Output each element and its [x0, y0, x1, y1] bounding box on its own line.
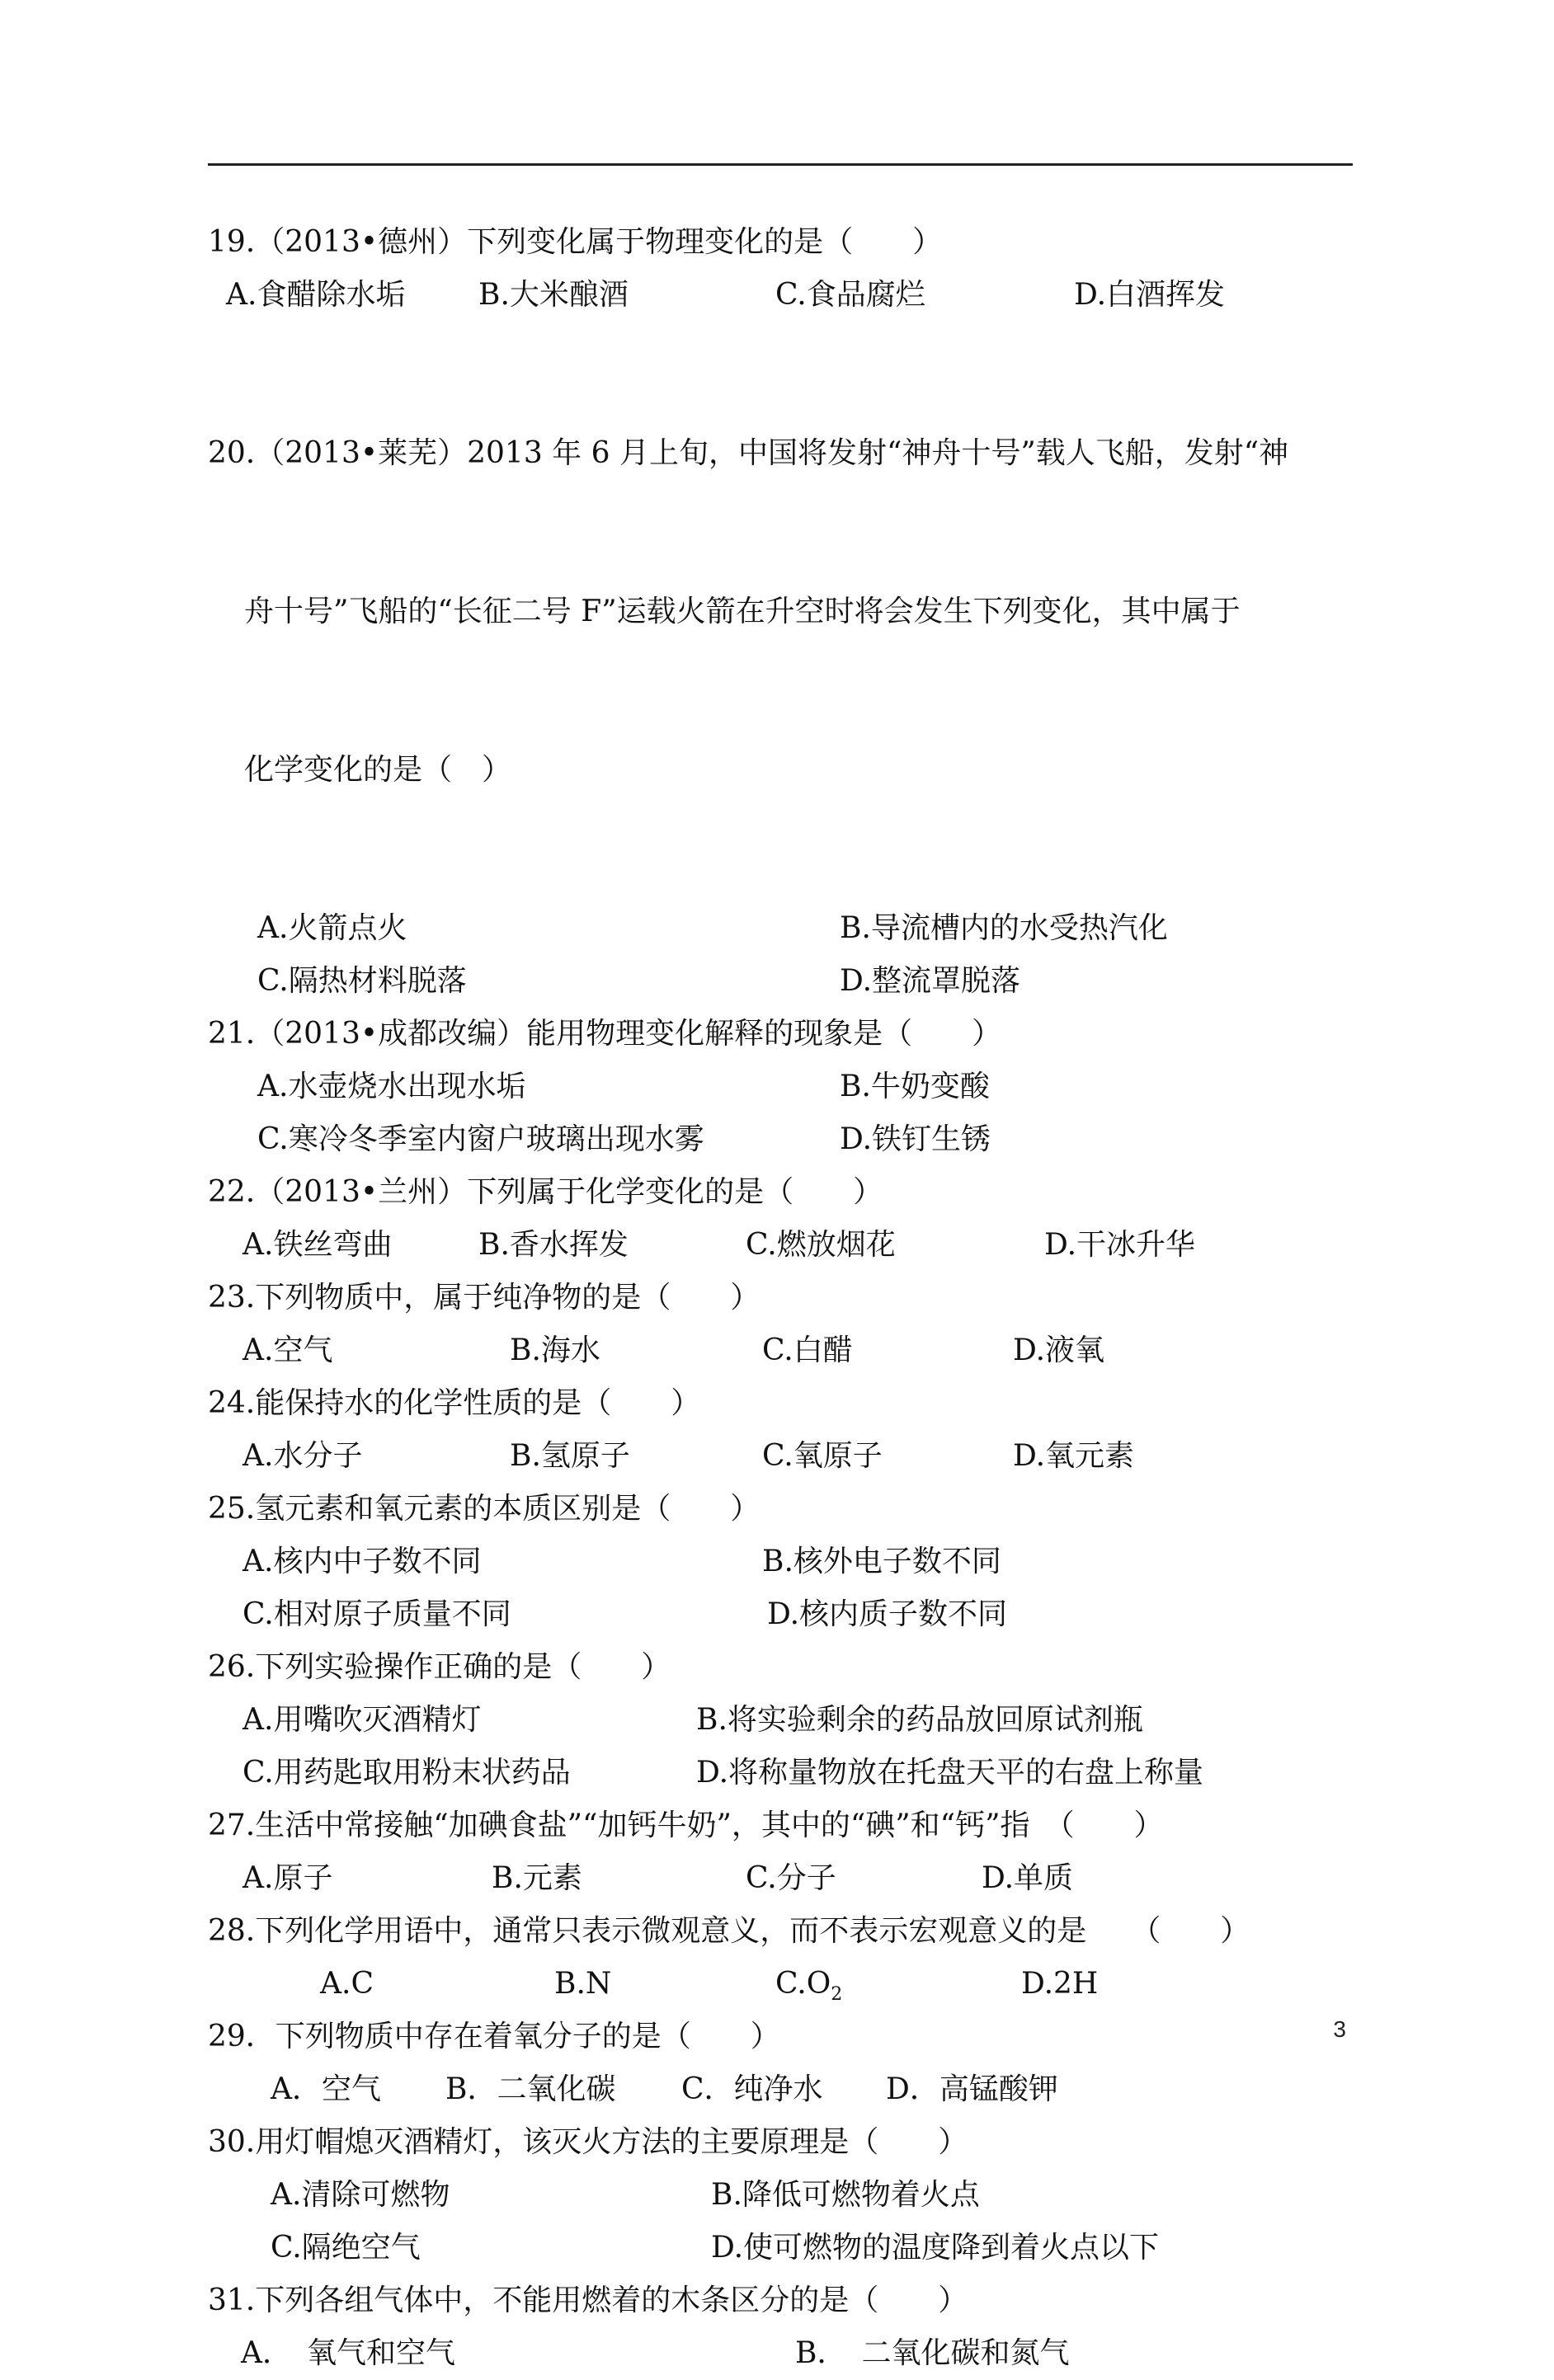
options-row	[208, 1061, 1363, 1113]
question-stem: 30.用灯帽熄灭酒精灯，该灭火方法的主要原理是（ ）	[208, 2125, 968, 2159]
question-stem: 28.下列化学用语中，通常只表示微观意义，而不表示宏观意义的是 （ ）	[208, 1914, 1250, 1948]
option-c: C.寒冷冬季室内窗户玻璃出现水雾	[257, 1122, 704, 1156]
option-c: C.用药匙取用粉末状药品	[243, 1756, 571, 1790]
option-c: C.分子	[746, 1861, 836, 1895]
question-29	[208, 2011, 1363, 2116]
option-c-subscript: 2	[831, 1984, 843, 2006]
options-row	[208, 1324, 1363, 1377]
question-28	[208, 1905, 1363, 2011]
options-row	[208, 1852, 1363, 1905]
option-b: B.海水	[510, 1333, 600, 1367]
question-stem: 29．下列物质中存在着氧分子的是（ ）	[208, 2020, 780, 2053]
option-a: A.原子	[243, 1861, 333, 1895]
options-row	[208, 2327, 1363, 2380]
option-b: B.将实验剩余的药品放回原试剂瓶	[696, 1703, 1143, 1737]
options-row	[208, 955, 1363, 1008]
stem-line-2: 舟十号”飞船的“长征二号 F”运载火箭在升空时将会发生下列变化，其中属于	[244, 595, 1241, 628]
option-d: D.干冰升华	[1044, 1228, 1196, 1262]
option-b: B.导流槽内的水受热汽化	[840, 911, 1168, 945]
option-b: B.牛奶变酸	[840, 1070, 990, 1103]
option-c: C.白醋	[762, 1333, 853, 1367]
option-a: A．空气	[271, 2072, 381, 2106]
question-stem: 27.生活中常接触“加碘食盐”“加钙牛奶”，其中的“碘”和“钙”指 （ ）	[208, 1809, 1164, 1842]
question-22	[208, 1166, 1363, 1272]
option-c: C.相对原子质量不同	[243, 1597, 511, 1631]
question-31	[208, 2274, 1363, 2380]
option-d: D.液氧	[1013, 1333, 1105, 1367]
options-row	[208, 2222, 1363, 2274]
question-27	[208, 1799, 1363, 1905]
option-a: A.核内中子数不同	[243, 1545, 482, 1578]
question-stem: 31.下列各组气体中，不能用燃着的木条区分的是（ ）	[208, 2284, 968, 2317]
question-stem: 26.下列实验操作正确的是（ ）	[208, 1650, 671, 1684]
options-row	[208, 1747, 1363, 1799]
option-c: C.隔绝空气	[271, 2231, 421, 2265]
option-b: B.核外电子数不同	[762, 1545, 1001, 1578]
question-23	[208, 1272, 1363, 1377]
option-a: A.水分子	[243, 1439, 363, 1473]
option-d: D.2H	[1021, 1967, 1099, 2001]
options-row	[208, 269, 1363, 322]
option-a: A.用嘴吹灭酒精灯	[243, 1703, 482, 1737]
question-20	[208, 322, 1363, 1008]
option-d: D.核内质子数不同	[767, 1597, 1008, 1631]
option-d: D．高锰酸钾	[886, 2072, 1058, 2106]
option-c: C.燃放烟花	[746, 1228, 896, 1262]
option-c: C.食品腐烂	[775, 278, 925, 312]
question-26	[208, 1641, 1363, 1799]
options-row	[208, 902, 1363, 955]
option-d: D.整流罩脱落	[840, 964, 1021, 998]
option-c: C.氧原子	[762, 1439, 883, 1473]
option-a: A.水壶烧水出现水垢	[257, 1070, 526, 1103]
option-d: D.氧元素	[1013, 1439, 1135, 1473]
question-stem: 19.（2013•德州）下列变化属于物理变化的是（ ）	[208, 225, 943, 259]
options-row	[208, 1219, 1363, 1272]
options-row	[208, 1694, 1363, 1747]
options-row	[208, 1588, 1363, 1641]
question-stem: 22.（2013•兰州）下列属于化学变化的是（ ）	[208, 1175, 883, 1209]
question-stem: 21.（2013•成都改编）能用物理变化解释的现象是（ ）	[208, 1017, 1002, 1051]
option-c: C．纯净水	[681, 2072, 823, 2106]
options-row	[208, 2169, 1363, 2222]
option-a: A.空气	[243, 1333, 333, 1367]
option-b: B.元素	[492, 1861, 582, 1895]
option-d: D.将称量物放在托盘天平的右盘上称量	[696, 1756, 1204, 1790]
stem-line-1: 20.（2013•莱芜）2013 年 6 月上旬，中国将发射“神舟十号”载人飞船，发射“神	[208, 436, 1289, 470]
option-d: D.铁钉生锈	[840, 1122, 991, 1156]
header-rule	[208, 163, 1353, 166]
question-19	[208, 216, 1363, 322]
page-number: 3	[1333, 2016, 1346, 2042]
option-d: D.白酒挥发	[1074, 278, 1226, 312]
option-b: B.大米酿酒	[478, 278, 629, 312]
options-row	[208, 1113, 1363, 1166]
option-a: A.火箭点火	[257, 911, 407, 945]
options-row	[208, 2063, 1363, 2116]
option-a: A.清除可燃物	[271, 2178, 450, 2212]
question-30	[208, 2116, 1363, 2274]
option-a: A． 氧气和空气	[241, 2336, 455, 2370]
question-stem: 24.能保持水的化学性质的是（ ）	[208, 1386, 701, 1420]
stem-line-3: 化学变化的是（ ）	[244, 753, 512, 787]
option-d: D.单质	[982, 1861, 1074, 1895]
question-stem: 25.氢元素和氧元素的本质区别是（ ）	[208, 1492, 761, 1526]
option-b: B． 二氧化碳和氮气	[795, 2336, 1070, 2370]
question-stem	[208, 322, 1363, 902]
option-c	[775, 1958, 1021, 2011]
question-list	[208, 216, 1363, 2380]
question-25	[208, 1483, 1363, 1641]
option-a: A.C	[320, 1967, 374, 2001]
option-b: B．二氧化碳	[445, 2072, 616, 2106]
option-b: B.香水挥发	[478, 1228, 629, 1262]
option-a: A.食醋除水垢	[226, 278, 406, 312]
option-b: B.降低可燃物着火点	[711, 2178, 980, 2212]
question-21	[208, 1008, 1363, 1166]
question-24	[208, 1377, 1363, 1483]
option-b: B.N	[554, 1967, 612, 2001]
options-row	[208, 1958, 1363, 2011]
option-a: A.铁丝弯曲	[243, 1228, 393, 1262]
option-b: B.氢原子	[510, 1439, 630, 1473]
question-stem: 23.下列物质中，属于纯净物的是（ ）	[208, 1281, 761, 1315]
options-row	[208, 1430, 1363, 1483]
option-d: D.使可燃物的温度降到着火点以下	[711, 2231, 1160, 2265]
option-c-text: C.O	[775, 1967, 831, 2001]
options-row	[208, 1536, 1363, 1588]
option-c: C.隔热材料脱落	[257, 964, 467, 998]
